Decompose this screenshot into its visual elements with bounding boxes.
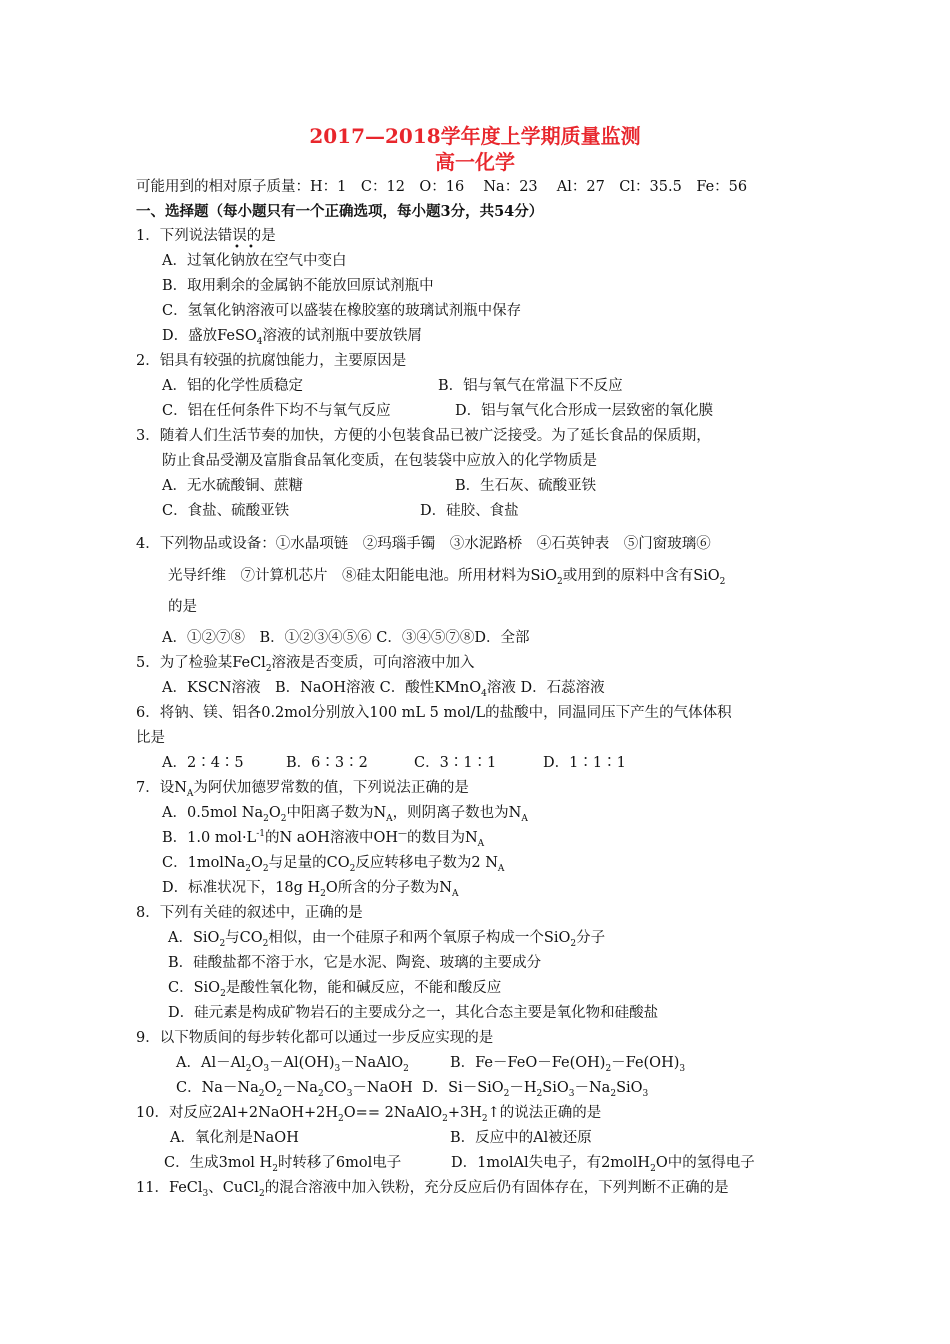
question-10-stem: 10．对反应$2Al+2NaOH+2H_2O==$ $2NaAlO_2+3H_2↑$的说法正确的是: [136, 1105, 602, 1124]
question-2-option-a: A．铝的化学性质稳定: [162, 378, 303, 394]
question-11-stem: 11．FeCl$_3$、CuCl$_2$的混合溶液中加入铁粉，充分反应后仍有固体存在，下列判断不正确的是: [136, 1180, 729, 1199]
question-6-stem-line2: 比是: [136, 730, 165, 746]
question-9-stem: 9．以下物质间的每步转化都可以通过一步反应实现的是: [136, 1030, 494, 1046]
question-7-option-a: A．0.5mol $Na_2O_2$中阳离子数为$N_A$，则阴离子数也为$N_A$: [162, 805, 528, 824]
question-5-options: A．KSCN溶液 B．NaOH溶液 C．酸性KMnO$_4$溶液 D．石蕊溶液: [162, 680, 605, 699]
question-2-option-c: C．铝在任何条件下均不与氧气反应: [162, 403, 391, 419]
question-6-stem-line1: 6．将钠、镁、铝各0.2mol分别放入100 mL 5 mol/L的盐酸中，同温同压下产生的气体体积: [136, 705, 732, 721]
exam-title: 2017—2018学年度上学期质量监测: [309, 124, 641, 148]
question-8-option-b: B．硅酸盐都不溶于水，它是水泥、陶瓷、玻璃的主要成分: [168, 955, 542, 971]
question-4-stem-line3: 的是: [168, 599, 197, 615]
question-3-stem-line2: 防止食品受潮及富脂食品氧化变质，在包装袋中应放入的化学物质是: [162, 453, 597, 469]
question-7-option-c: C．$1molNa_2O_2$与足量的$CO_2$反应转移电子数为2 $N_A$: [162, 855, 505, 874]
question-3-stem-line1: 3．随着人们生活节奏的加快，方便的小包装食品已被广泛接受。为了延长食品的保质期，: [136, 428, 711, 444]
question-1-stem: 1．下列说法错误的是: [136, 228, 276, 244]
question-7-option-b: B．1.0 $mol\cdot L^{-1}$的N aOH溶液中OH—的数目为$N_A$: [162, 829, 485, 849]
question-4-stem-line2: 光导纤维 ⑦计算机芯片 ⑧硅太阳能电池。所用材料为SiO$_2$或用到的原料中含有SiO$_2$: [168, 568, 726, 587]
question-7-option-d: D．标准状况下，18g $H_2O$所含的分子数为$N_A$: [162, 880, 459, 899]
question-6-option-d: D．1∶1∶1: [543, 755, 626, 771]
question-9-option-a: A．$Al-Al_2O_3-Al(OH)_3-NaAlO_2$: [176, 1055, 409, 1074]
question-8-option-c: C．SiO$_2$是酸性氧化物，能和碱反应，不能和酸反应: [168, 980, 502, 999]
question-10-option-b: B．反应中的Al被还原: [450, 1130, 592, 1146]
question-1-option-c: C．氢氧化钠溶液可以盛装在橡胶塞的玻璃试剂瓶中保存: [162, 303, 522, 319]
section-heading: 一、选择题（每小题只有一个正确选项，每小题3分，共54分）: [136, 203, 544, 220]
question-3-option-d: D．硅胶、食盐: [420, 503, 519, 519]
question-3-option-a: A．无水硫酸铜、蔗糖: [162, 478, 303, 494]
question-6-option-a: A．2∶4∶5: [162, 755, 244, 771]
question-3-option-b: B．生石灰、硫酸亚铁: [455, 478, 597, 494]
question-10-option-d: D．1molAl失电子，有2molH$_2$O中的氢得电子: [451, 1155, 755, 1174]
question-4-options: A．①②⑦⑧ B．①②③④⑤⑥ C．③④⑤⑦⑧D．全部: [162, 630, 530, 646]
question-1-option-d: D．盛放FeSO$_4$溶液的试剂瓶中要放铁屑: [162, 328, 423, 347]
question-4-stem-line1: 4．下列物品或设备：①水晶项链 ②玛瑙手镯 ③水泥路桥 ④石英钟表 ⑤门窗玻璃⑥: [136, 536, 711, 552]
question-6-option-c: C．3∶1∶1: [414, 755, 497, 771]
question-7-stem: 7．设$N_A$为阿伏加德罗常数的值，下列说法正确的是: [136, 780, 469, 799]
question-2-option-d: D．铝与氧气化合形成一层致密的氧化膜: [455, 403, 714, 419]
question-8-option-a: A．SiO$_2$与$CO_2$相似，由一个硅原子和两个氧原子构成一个SiO$_2$分子: [168, 930, 606, 949]
exam-subtitle: 高一化学: [435, 150, 515, 174]
question-3-option-c: C．食盐、硫酸亚铁: [162, 503, 290, 519]
question-2-option-b: B．铝与氧气在常温下不反应: [438, 378, 623, 394]
question-9-option-c: C．$Na-Na_2O_2-Na_2CO_3-NaOH$: [176, 1080, 413, 1099]
question-9-option-b: B．$Fe-FeO-Fe(OH)_2-Fe(OH)_3$: [450, 1055, 686, 1074]
emphasis-dot: •: [234, 242, 240, 253]
question-1-option-a: A．过氧化钠放在空气中变白: [162, 253, 347, 269]
question-8-option-d: D．硅元素是构成矿物岩石的主要成分之一，其化合态主要是氧化物和硅酸盐: [168, 1005, 659, 1021]
question-10-option-c: C．生成3mol $H_2$时转移了6mol电子: [164, 1155, 402, 1174]
atomic-masses: 可能用到的相对原子质量：H：1 C：12 O：16 Na：23 Al：27 Cl：35.5 Fe：56: [136, 179, 748, 195]
question-10-option-a: A．氧化剂是NaOH: [170, 1130, 299, 1146]
question-2-stem: 2．铝具有较强的抗腐蚀能力，主要原因是: [136, 353, 407, 369]
question-1-option-b: B．取用剩余的金属钠不能放回原试剂瓶中: [162, 278, 434, 294]
question-8-stem: 8．下列有关硅的叙述中，正确的是: [136, 905, 363, 921]
emphasis-dot: •: [248, 242, 254, 253]
question-5-stem: 5．为了检验某FeCl$_2$溶液是否变质，可向溶液中加入: [136, 655, 475, 674]
question-6-option-b: B．6∶3∶2: [286, 755, 368, 771]
question-9-option-d: D．$Si-SiO_2-H_2SiO_3-Na_2SiO_3$: [422, 1080, 649, 1099]
